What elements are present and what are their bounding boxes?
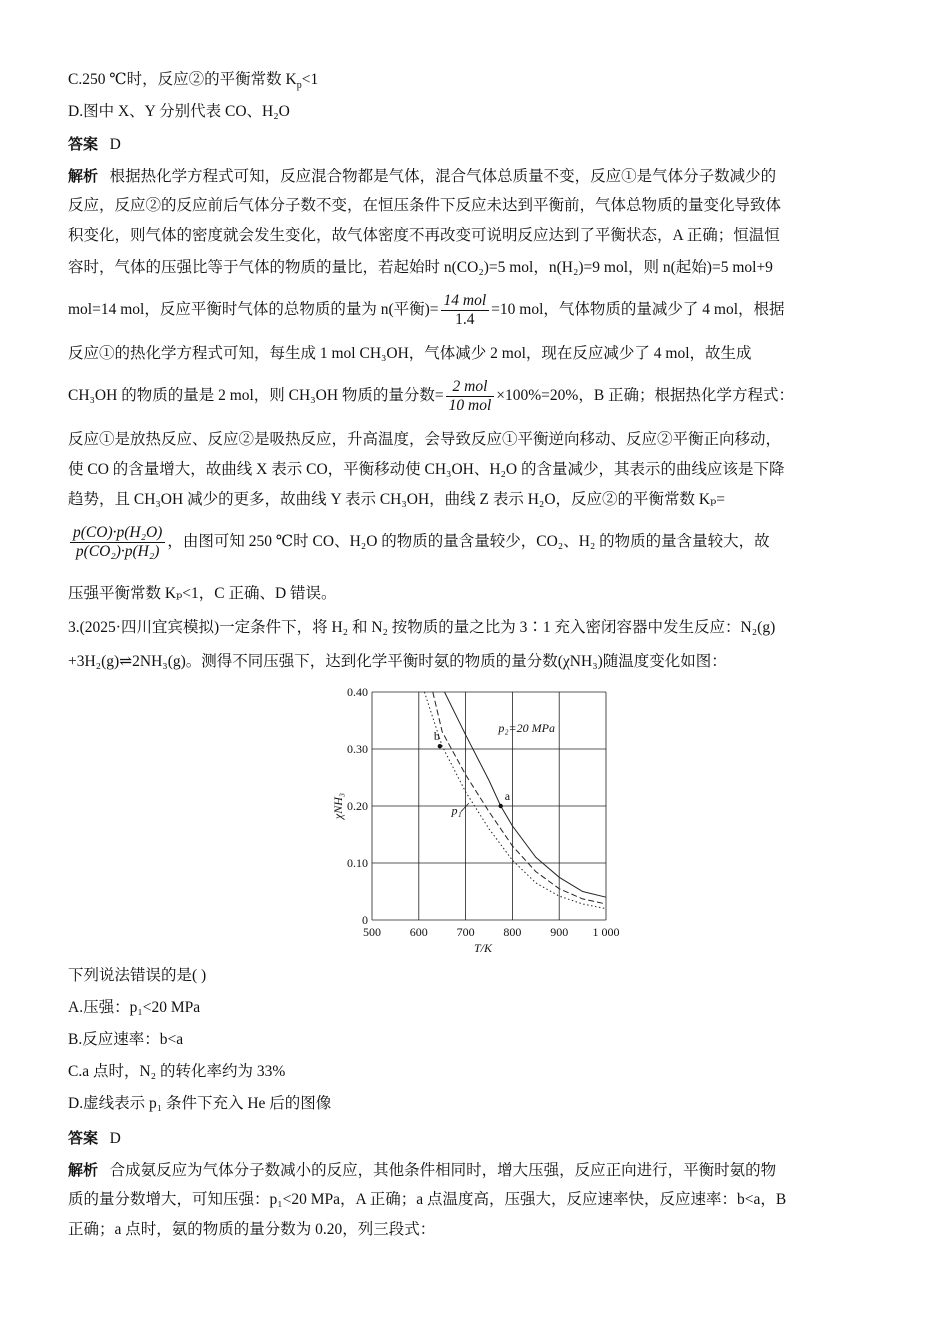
- y-tick-label: 0: [362, 913, 368, 927]
- data-point-label-b: b: [433, 729, 440, 744]
- explanation-1-line-c: 积变化，则气体的密度就会发生变化，故气体密度不再改变可说明反应达到了平衡状态，A 正确；恒温恒: [68, 227, 780, 244]
- x-tick-label: 800: [503, 925, 522, 939]
- x-tick-label: 600: [409, 925, 428, 939]
- explanation-1-line-j: 趋势，且 CH₃OH 减少的更多，故曲线 Y 表示 CH₃OH，曲线 Z 表示 H₂O，反应②的平衡常数 Kₚ=: [68, 491, 726, 508]
- explanation-1-line-l: 压强平衡常数 Kₚ<1，C 正确、D 错误。: [68, 585, 337, 602]
- data-point-b: [438, 744, 442, 748]
- y-tick-label: 0.20: [347, 799, 368, 813]
- question-3-line-b: +3H₂(g)⇌2NH₃(g)。测得不同压强下，达到化学平衡时氨的物质的量分数(χNH₃)随温度变化如图：: [68, 653, 727, 670]
- y-axis-label: χNH₃: [331, 792, 345, 820]
- explanation-1-line-e: mol=14 mol，反应平衡时气体的总物质的量为 n(平衡)= $\frac{\text{14 mol}}{1.4}$ =10 mol，气体物质的量减少了 4 mol，根据: [68, 292, 785, 328]
- fraction-total-moles: $\frac{\text{14 mol}}{1.4}$: [441, 292, 490, 329]
- x-tick-label: 500: [363, 925, 381, 939]
- explanation-1-line-b: 反应，反应②的反应前后气体分子数不变，在恒压条件下反应未达到平衡前，气体总物质的量变化导致体: [68, 197, 782, 214]
- option-d: D.虚线表示 p₁ 条件下充入 He 后的图像: [68, 1095, 332, 1112]
- fraction-kp: $\frac{\text{p(CO)·p(H₂O)}}{\text{p(CO₂)·p(H₂)}}$: [70, 524, 165, 561]
- p1-label-leader: [461, 803, 469, 812]
- option-d-line: D.图中 X、Y 分别代表 CO、H₂O: [68, 103, 290, 120]
- explanation-2-line-b: 质的量分数增大，可知压强：p₁<20 MPa，A 正确；a 点温度高，压强大，反应速率快，反应速率：b<a，B: [68, 1191, 787, 1208]
- y-tick-label: 0.10: [347, 856, 368, 870]
- explanation-2-line-a: 解析 合成氨反应为气体分子数减小的反应，其他条件相同时，增大压强，反应正向进行，平衡时氨的物: [68, 1161, 777, 1179]
- ammonia-fraction-chart: [330, 682, 630, 954]
- data-point-a: [499, 804, 503, 808]
- explanation-1-line-h: 反应①是放热反应、反应②是吸热反应，升高温度，会导致反应①平衡逆向移动、反应②平衡正向移动，: [68, 431, 782, 448]
- x-tick-label: 700: [456, 925, 475, 939]
- answer-2: 答案 D: [68, 1129, 121, 1147]
- explanation-1-line-d: 容时，气体的压强比等于气体的物质的量比，若起始时 n(CO₂)=5 mol，n(H₂)=9 mol，则 n(起始)=5 mol+9: [68, 259, 773, 276]
- y-tick-label: 0.40: [347, 685, 368, 699]
- y-tick-label: 0.30: [347, 742, 368, 756]
- explanation-1-line-g: CH₃OH 的物质的量是 2 mol，则 CH₃OH 物质的量分数= $\frac{\text{2 mol}}{\text{10 mol}}$ ×100%=20%，B 正确；根据热化学方程式：: [68, 378, 795, 414]
- series-label-p2: p₂=20 MPa: [498, 720, 555, 735]
- x-axis-label: T/K: [473, 941, 493, 954]
- option-c: C.a 点时，N₂ 的转化率约为 33%: [68, 1063, 286, 1080]
- explanation-1-line-a: 解析 根据热化学方程式可知，反应混合物都是气体，混合气体总质量不变，反应①是气体分子数减少的: [68, 167, 777, 185]
- explanation-1-line-k: $\frac{\text{p(CO)·p(H₂O)}}{\text{p(CO₂)·p(H₂)}}$ ，由图可知 250 ℃时 CO、H₂O 的物质的量含量较少，CO₂、H₂ 的物质的量含量较大，故: [68, 524, 770, 561]
- data-point-label-a: a: [504, 789, 511, 803]
- option-c-line: C.250 ℃时，反应②的平衡常数 $K_p<1$: [68, 71, 319, 92]
- answer-1: 答案 D: [68, 135, 121, 153]
- fraction-mole-fraction: $\frac{\text{2 mol}}{\text{10 mol}}$: [446, 378, 495, 415]
- explanation-2-line-c: 正确；a 点时，氨的物质的量分数为 0.20，列三段式：: [68, 1221, 436, 1238]
- question-3-prompt: 下列说法错误的是( ): [68, 967, 207, 984]
- option-a: A.压强：p₁<20 MPa: [68, 999, 201, 1016]
- option-b: B.反应速率：b<a: [68, 1031, 184, 1048]
- x-tick-label: 900: [550, 925, 569, 939]
- explanation-1-line-f: 反应①的热化学方程式可知，每生成 1 mol CH₃OH，气体减少 2 mol，现在反应减少了 4 mol，故生成: [68, 345, 752, 362]
- x-tick-label: 1 000: [592, 925, 620, 939]
- question-3-line-a: 3.(2025·四川宜宾模拟)一定条件下，将 H₂ 和 N₂ 按物质的量之比为 3∶1 充入密闭容器中发生反应：N₂(g): [68, 619, 776, 636]
- series-label-p1: p₁: [451, 803, 462, 818]
- explanation-1-line-i: 使 CO 的含量增大，故曲线 X 表示 CO，平衡移动使 CH₃OH、H₂O 的含量减少，其表示的曲线应该是下降: [68, 461, 785, 478]
